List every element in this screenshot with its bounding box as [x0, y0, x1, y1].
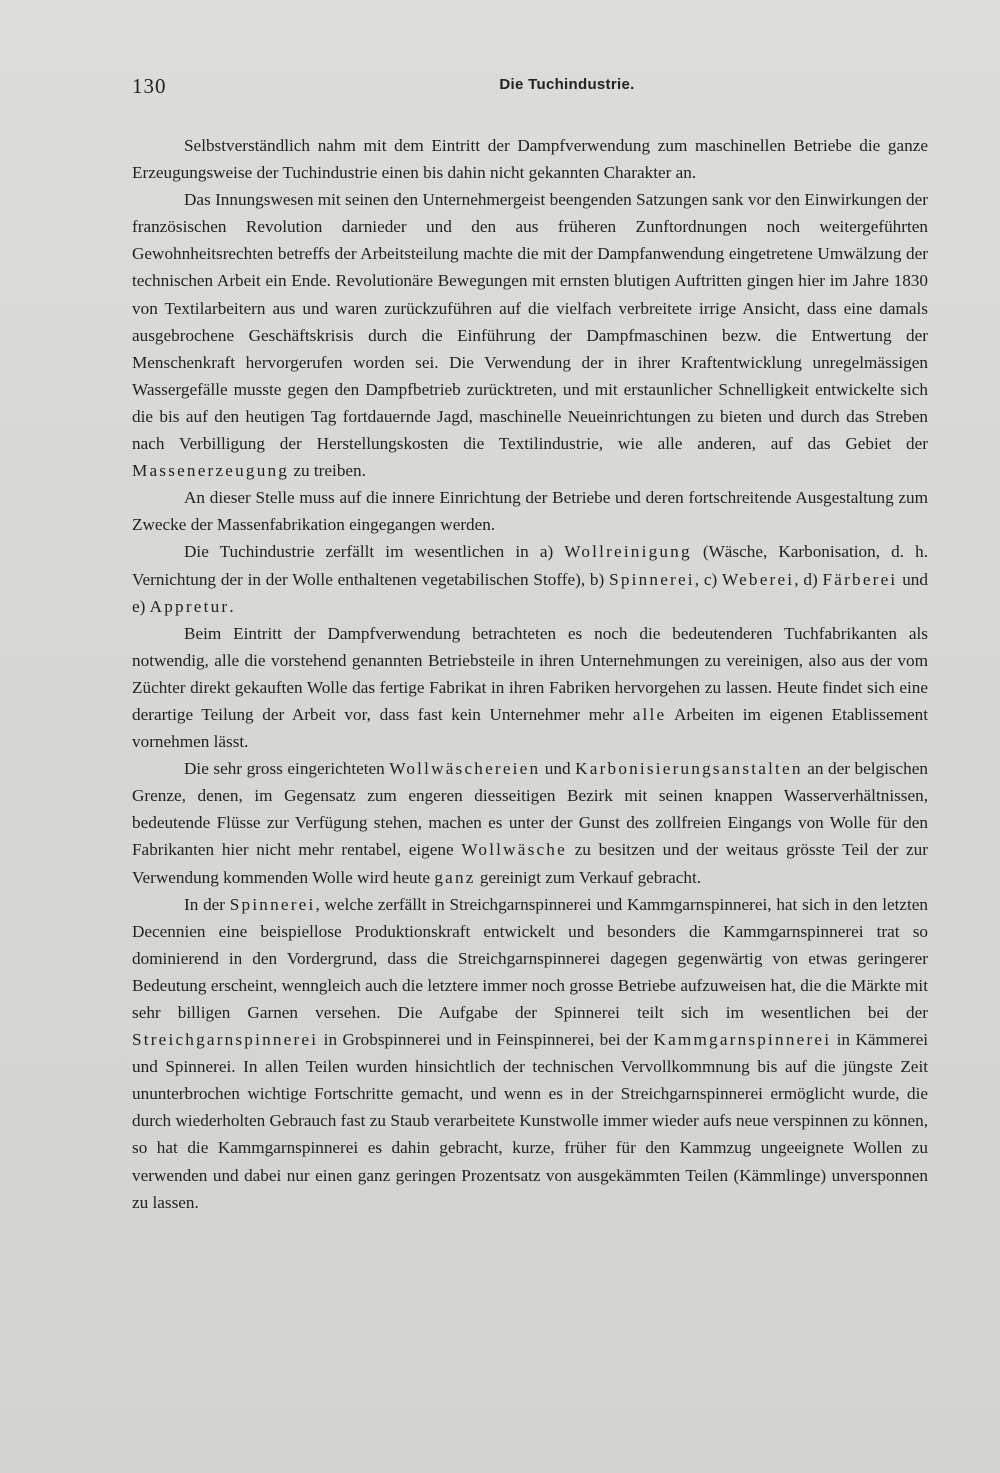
paragraph-5: Beim Eintritt der Dampfverwendung betrachteten es noch die bedeutenderen Tuchfabrikanten als notwendig, alle die vorstehend genannten Betriebsteile in ihren Unternehmungen zu vereinigen, also aus der vom Züchter direkt gekauften Wolle das fertige Fabrikat in ihren Fabriken hervorgehen zu lassen. Heute findet sich eine derartige Teilung der Arbeit vor, dass fast kein Unternehmer mehr alle Arbeiten im eigenen Etablissement vornehmen lässt.: [132, 623, 928, 752]
emphasis-wollwaeschereien: Wollwäschereien: [389, 759, 541, 779]
emphasis-wollreinigung: Wollreinigung: [564, 542, 692, 562]
running-title: Die Tuchindustrie.: [499, 76, 635, 93]
emphasis-massenerzeugung: Massenerzeugung: [132, 461, 290, 481]
paragraph-2: Das Innungswesen mit seinen den Unternehmergeist beengenden Satzungen sank vor den Einwirkungen der französischen Revolution darnieder und den aus früheren Zunftordnungen noch weitergeführten Gewohnheitsrechten betreffs der Arbeitsteilung machte die mit der Dampfanwendung eingetretene Umwälzung der technischen Arbeit ein Ende. Revolutionäre Bewegungen mit ernsten blutigen Auftritten gingen hier im Jahre 1830 von Textilarbeitern aus und waren zurückzuführen auf die vielfach verbreitete irrige Ansicht, dass eine damals ausgebrochene Geschäftskrisis durch die Einführung der Dampfmaschinen bezw. die Entwertung der Menschenkraft hervorgerufen worden sei. Die Verwendung der in ihrer Kraftentwicklung unregelmässigen Wassergefälle musste gegen den Dampfbetrieb zurücktreten, und mit erstaunlicher Schnelligkeit entwickelte sich die bis auf den heutigen Tag fortdauernde Jagd, maschinelle Neueinrichtungen zu bieten und durch das Streben nach Verbilligung der Herstellungskosten die Textilindustrie, wie alle anderen, auf das Gebiet der Massenerzeugung zu treiben.: [132, 190, 928, 481]
page-header: [132, 74, 932, 100]
emphasis-streichgarnspinnerei: Streichgarnspinnerei: [132, 1030, 319, 1050]
paragraph-1: Selbstverständlich nahm mit dem Eintritt der Dampfverwendung zum maschinellen Betriebe die ganze Erzeugungsweise der Tuchindustrie einen bis dahin nicht gekannten Charakter an.: [132, 136, 928, 183]
emphasis-wollwaesche: Wollwäsche: [461, 840, 567, 860]
emphasis-kammgarnspinnerei: Kammgarnspinnerei: [653, 1030, 832, 1050]
paragraph-3: An dieser Stelle muss auf die innere Einrichtung der Betriebe und deren fortschreitende Ausgestaltung zum Zwecke der Massenfabrikation eingegangen werden.: [132, 488, 928, 535]
paragraph-6: Die sehr gross eingerichteten Wollwäschereien und Karbonisierungsanstalten an der belgischen Grenze, denen, im Gegensatz zum engeren diesseitigen Bezirk mit seinen knappen Wasserverhältnissen, bedeutende Flüsse zur Verfügung stehen, machen es unter der Gunst des zollfreien Eingangs von Wolle für den Fabrikanten hier nicht mehr rentabel, eigene Wollwäsche zu besitzen und der weitaus grösste Teil der zur Verwendung kommenden Wolle wird heute ganz gereinigt zum Verkauf gebracht.: [132, 759, 929, 887]
emphasis-spinnerei-2: Spinnerei: [229, 894, 316, 914]
emphasis-weberei: Weberei: [722, 569, 795, 589]
page-number: 130: [132, 74, 167, 98]
paragraph-7: In der Spinnerei, welche zerfällt in Streichgarnspinnerei und Kammgarnspinnerei, hat sich in den letzten Decennien eine beispiellose Produktionskraft entwickelt und besonders die Kammgarnspinnerei trat so dominierend in den Vordergrund, dass die Streichgarnspinnerei dagegen gegenwärtig von etwas geringerer Bedeutung erscheint, wenngleich auch die letztere immer noch grosse Betriebe aufzuweisen hat, die die Märkte mit sehr billigen Garnen versehen. Die Aufgabe der Spinnerei teilt sich im wesentlichen bei der Streichgarnspinnerei in Grobspinnerei und in Feinspinnerei, bei der Kammgarnspinnerei in Kämmerei und Spinnerei. In allen Teilen wurden hinsichtlich der technischen Vervollkommnung bis auf die jüngste Zeit ununterbrochen wichtige Fortschritte gemacht, und wenn es in der Streichgarnspinnerei ermöglicht wurde, die durch wiederholten Gebrauch fast zu Staub verarbeitete Kunstwolle immer wieder aufs neue verspinnen zu können, so hat die Kammgarnspinnerei es dahin gebracht, kurze, früher für den Kammzug ungeeignete Wollen zu verwenden und dabei nur einen ganz geringen Prozentsatz von ausgekämmten Teilen (Kämmlinge) unversponnen zu lassen.: [132, 894, 929, 1212]
emphasis-ganz: ganz: [434, 867, 476, 887]
emphasis-spinnerei: Spinnerei: [609, 569, 695, 589]
emphasis-karbonisierungsanstalten: Karbonisierungsanstalten: [575, 759, 803, 779]
emphasis-alle: alle: [632, 704, 667, 724]
emphasis-appretur: Appretur: [149, 596, 230, 616]
paragraph-4: Die Tuchindustrie zerfällt im wesentlichen in a) Wollreinigung (Wäsche, Karbonisation, d. h. Vernichtung der in der Wolle enthaltenen vegetabilischen Stoffe), b) Spinnerei, c) Weberei, d) Färberei und e) Appretur.: [132, 542, 928, 616]
body-text: [132, 132, 928, 1216]
emphasis-faerberei: Färberei: [822, 569, 898, 589]
